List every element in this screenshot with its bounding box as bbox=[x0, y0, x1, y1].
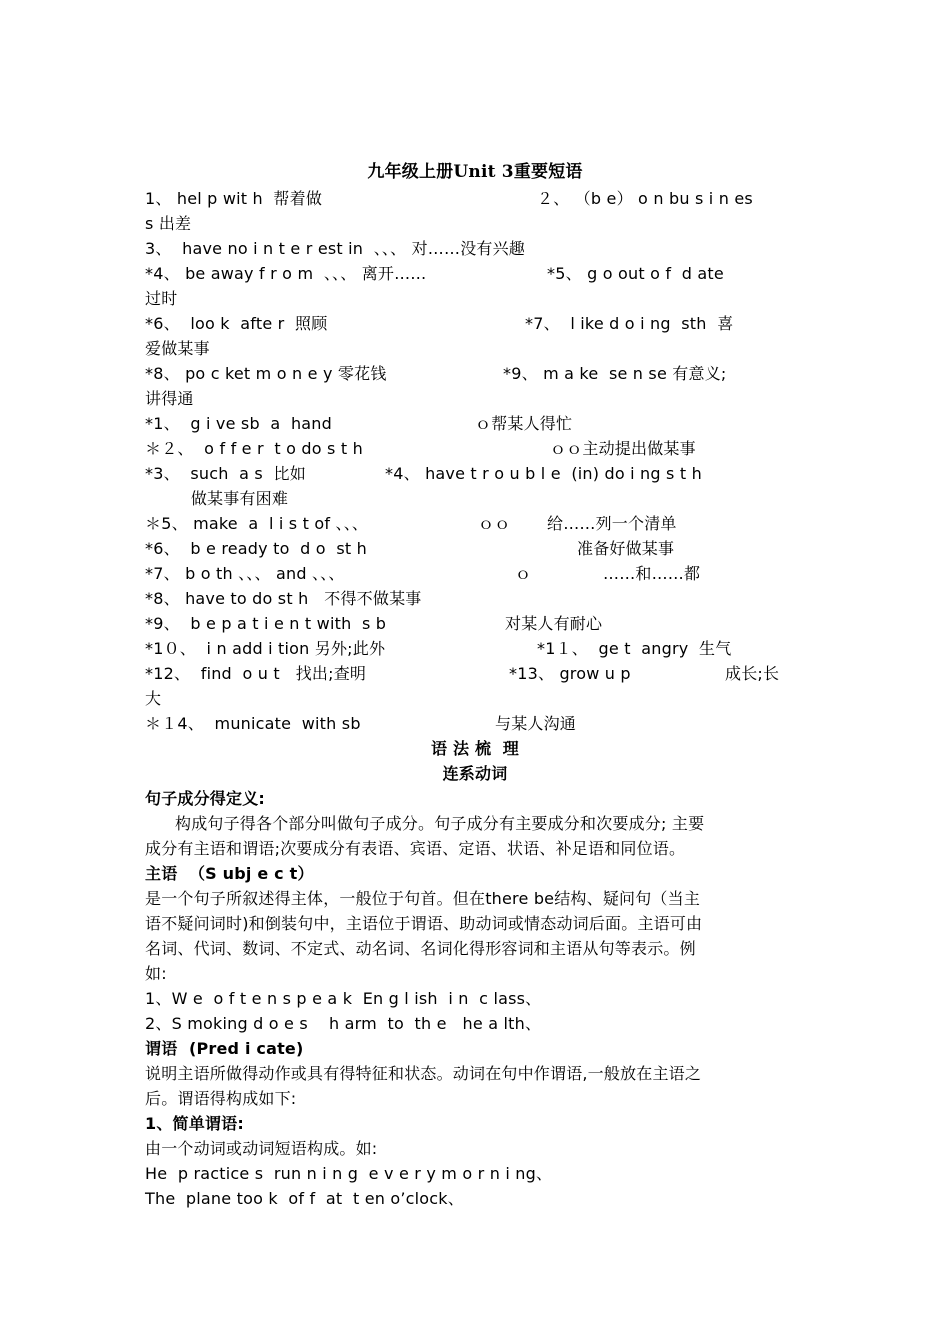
body-line: 后。谓语得构成如下: bbox=[145, 1089, 297, 1108]
simple-predicate-heading: 1、简单谓语: bbox=[145, 1114, 244, 1133]
body-line: 构成句子得各个部分叫做句子成分。句子成分有主要成分和次要成分; 主要 bbox=[175, 814, 705, 833]
phrase-text: ＊5、 make a l i s t of 、、、 bbox=[145, 514, 369, 533]
phrase-text: 大 bbox=[145, 689, 162, 708]
phrase-text: *1、 g i ve sb a hand bbox=[145, 414, 333, 433]
body-line: 如: bbox=[145, 964, 167, 983]
phrase-text: *4、 have t r o u b l e (in) do i ng s t h bbox=[385, 464, 702, 483]
phrase-text: ｏ bbox=[515, 564, 532, 583]
phrase-text: 讲得通 bbox=[145, 389, 194, 408]
phrase-text: 过时 bbox=[145, 289, 178, 308]
phrase-text: 与某人沟通 bbox=[495, 714, 577, 733]
body-line: 是一个句子所叙述得主体，一般位于句首。但在there be结构、疑问句（当主 bbox=[145, 889, 701, 908]
body-line: 成分有主语和谓语;次要成分有表语、宾语、定语、状语、补足语和同位语。 bbox=[145, 839, 686, 858]
phrase-text: ｏ帮某人得忙 bbox=[475, 414, 573, 433]
phrase-text: *4、 be away f r o m 、、、 离开…… bbox=[145, 264, 427, 283]
grammar-subtitle: 连系动词 bbox=[442, 764, 508, 783]
phrase-text: *9、 m a ke se n se 有意义; bbox=[503, 364, 727, 383]
phrase-text: 给……列一个清单 bbox=[547, 514, 677, 533]
section-heading: 句子成分得定义: bbox=[145, 789, 265, 808]
phrase-text: *13、 grow u p bbox=[509, 664, 631, 683]
phrase-text: 爱做某事 bbox=[145, 339, 210, 358]
phrase-text: ｏｏ主动提出做某事 bbox=[550, 439, 696, 458]
phrase-text: *9、 b e p a t i e n t with s b bbox=[145, 614, 387, 633]
example-sentence: 1、W e o f t e n s p e a k En g l ish i n c lass、 bbox=[145, 989, 542, 1008]
body-line: 由一个动词或动词短语构成。如: bbox=[145, 1139, 378, 1158]
phrase-text: *6、 b e ready to d o st h bbox=[145, 539, 367, 558]
grammar-title: 语 法 梳 理 bbox=[431, 739, 519, 758]
example-sentence: 2、S moking d o e s h arm to th e he a lth、 bbox=[145, 1014, 542, 1033]
phrase-text: ……和……都 bbox=[603, 564, 701, 583]
phrase-text: ２、 （b e） o n bu s i n es bbox=[537, 189, 753, 208]
example-sentence: He p ractice s run n i n g e v e r y m o r n i ng、 bbox=[145, 1164, 553, 1183]
phrase-text: 准备好做某事 bbox=[577, 539, 675, 558]
body-line: 说明主语所做得动作或具有得特征和状态。动词在句中作谓语,一般放在主语之 bbox=[145, 1064, 702, 1083]
body-line: 语不疑问词时)和倒装句中，主语位于谓语、助动词或情态动词后面。主语可由 bbox=[145, 914, 703, 933]
predicate-heading: 谓语 (Pred i cate) bbox=[145, 1039, 304, 1058]
phrase-text: *6、 loo k afte r 照顾 bbox=[145, 314, 328, 333]
phrase-text: *1０、 i n add i tion 另外;此外 bbox=[145, 639, 386, 658]
phrase-text: *8、 po c ket m o n e y 零花钱 bbox=[145, 364, 387, 383]
phrase-text: *12、 find o u t 找出;查明 bbox=[145, 664, 367, 683]
example-sentence: The plane too k of f at t en o’clock、 bbox=[145, 1189, 464, 1208]
phrase-text: 做某事有困难 bbox=[175, 489, 289, 508]
subject-heading: 主语 （S ubj e c t） bbox=[145, 864, 314, 883]
phrase-text: *1１、 ge t angry 生气 bbox=[537, 639, 732, 658]
phrase-text: ｏｏ bbox=[478, 514, 511, 533]
phrase-text: 1、 hel p wit h 帮着做 bbox=[145, 189, 323, 208]
phrase-text: *7、 b o th 、、、 and 、、、 bbox=[145, 564, 345, 583]
phrase-text: ＊１4、 municate with sb bbox=[145, 714, 361, 733]
phrase-text: 对某人有耐心 bbox=[505, 614, 603, 633]
body-line: 名词、代词、数词、不定式、动名词、名词化得形容词和主语从句等表示。例 bbox=[145, 939, 696, 958]
phrase-text: *7、 l ike d o i ng sth 喜 bbox=[525, 314, 734, 333]
phrase-text: *8、 have to do st h 不得不做某事 bbox=[145, 589, 422, 608]
phrase-text: *3、 such a s 比如 bbox=[145, 464, 306, 483]
page-title: 九年级上册Unit 3重要短语 bbox=[367, 162, 583, 182]
phrase-text: ＊２、 o f f e r t o do s t h bbox=[145, 439, 363, 458]
phrase-text: 成长;长 bbox=[725, 664, 780, 683]
phrase-text: 3、 have no i n t e r est in 、、、 对……没有兴趣 bbox=[145, 239, 526, 258]
phrase-text: *5、 g o out o f d ate bbox=[547, 264, 724, 283]
phrase-text: s 出差 bbox=[145, 214, 192, 233]
